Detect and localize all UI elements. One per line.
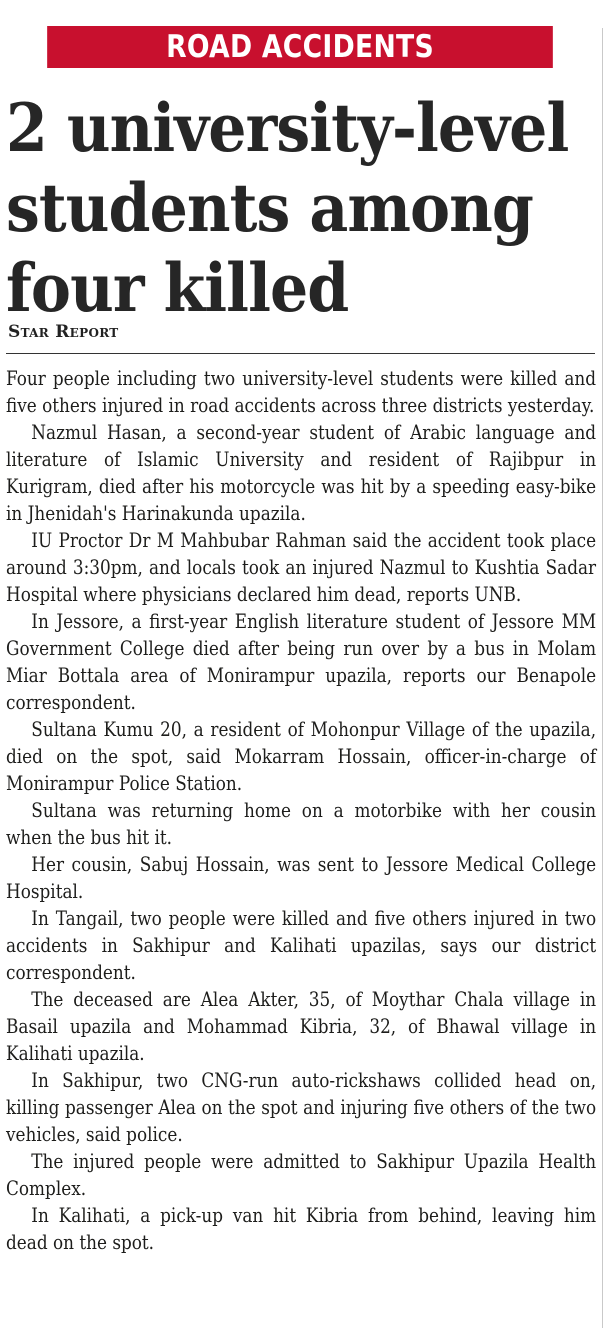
headline-line: students among xyxy=(6,169,534,247)
column-divider xyxy=(602,28,603,1328)
paragraph: Sultana was returning home on a motorbike with her cousin when the bus hit it. xyxy=(6,798,597,849)
article-body xyxy=(6,365,596,1256)
headline-line: four killed xyxy=(6,249,349,327)
headline-line: 2 university-level xyxy=(6,89,569,167)
byline: Star Report xyxy=(8,322,119,342)
paragraph: Four people including two university-level students were killed and five others injured in road accidents across three districts yesterday. xyxy=(6,366,597,417)
paragraph: In Sakhipur, two CNG-run auto-rickshaws collided head on, killing passenger Alea on the spot and injuring five others of the two vehicles, said police. xyxy=(6,1068,597,1146)
section-kicker: ROAD ACCIDENTS xyxy=(47,26,553,68)
paragraph: The injured people were admitted to Sakhipur Upazila Health Complex. xyxy=(6,1149,597,1200)
paragraph: In Jessore, a first-year English literature student of Jessore MM Government College died after being run over by a bus in Molam Miar Bottala area of Monirampur upazila, reports our Benapole correspondent. xyxy=(6,609,597,714)
paragraph: Nazmul Hasan, a second-year student of Arabic language and literature of Islamic University and resident of Rajibpur in Kurigram, died after his motorcycle was hit by a speeding easy-bike in Jhenidah's Harinakunda upazila. xyxy=(6,420,597,525)
paragraph: Her cousin, Sabuj Hossain, was sent to Jessore Medical College Hospital. xyxy=(6,852,597,903)
paragraph: The deceased are Alea Akter, 35, of Moythar Chala village in Basail upazila and Mohammad Kibria, 32, of Bhawal village in Kalihati upazila. xyxy=(6,987,597,1065)
paragraph: In Tangail, two people were killed and five others injured in two accidents in Sakhipur and Kalihati upazilas, says our district correspondent. xyxy=(6,906,597,984)
headline xyxy=(6,88,569,328)
paragraph: IU Proctor Dr M Mahbubar Rahman said the accident took place around 3:30pm, and locals took an injured Nazmul to Kushtia Sadar Hospital where physicians declared him dead, reports UNB. xyxy=(6,528,597,606)
paragraph: In Kalihati, a pick-up van hit Kibria from behind, leaving him dead on the spot. xyxy=(6,1203,597,1254)
byline-rule xyxy=(6,353,595,354)
paragraph: Sultana Kumu 20, a resident of Mohonpur Village of the upazila, died on the spot, said Mokarram Hossain, officer-in-charge of Monirampur Police Station. xyxy=(6,717,597,795)
